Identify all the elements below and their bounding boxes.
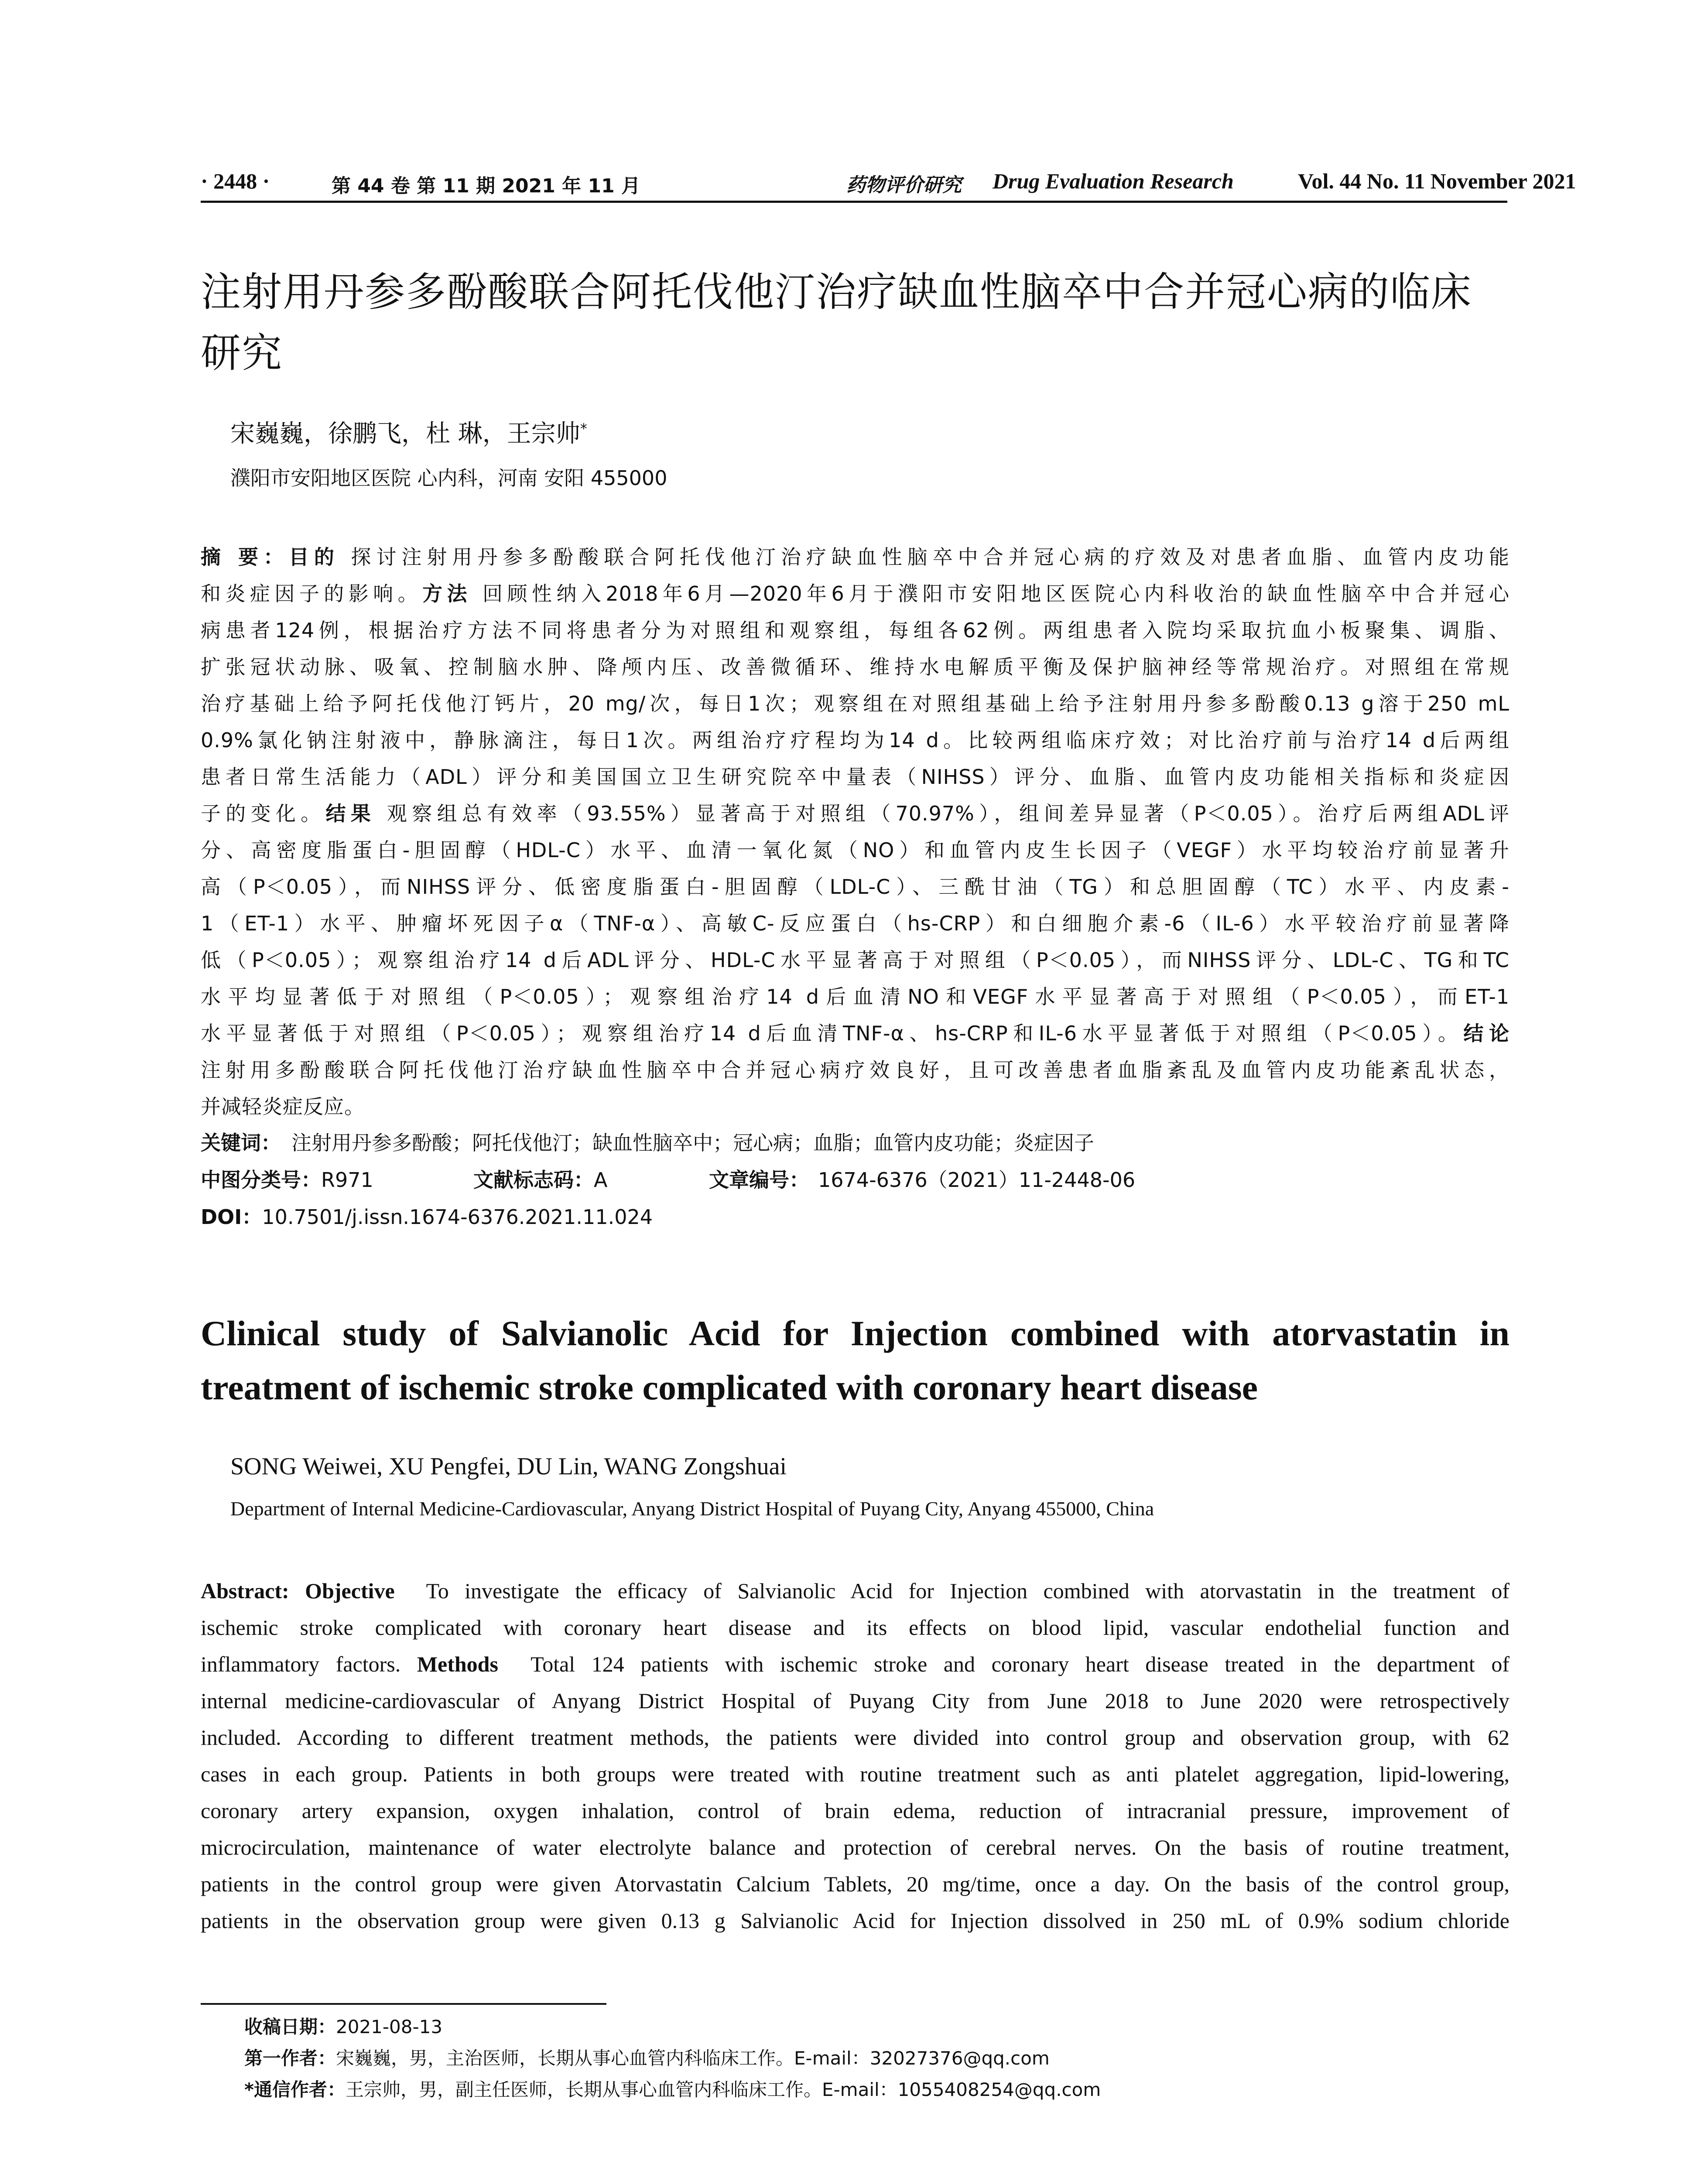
page-number: · 2448 ·	[201, 169, 270, 193]
abstract-cn-text: 观察组总有效率（93.55%）显著高于对照组（70.97%），组间差异显著（P＜0.05）。治疗后两组ADL评	[376, 802, 1509, 825]
abstract-en-line: microcirculation, maintenance of water electrolyte balance and protection of cerebral nerves. On the basis of routine treatment,	[201, 1835, 1509, 1860]
received-label: 收稿日期：	[244, 2016, 336, 2037]
running-header	[201, 166, 1576, 203]
abstract-cn-text: 探讨注射用丹参多酚酸联合阿托伐他汀治疗缺血性脑卒中合并冠心病的疗效及对患者血脂、血管内皮功能	[339, 545, 1509, 569]
abstract-en-line: patients in the observation group were given 0.13 g Salvianolic Acid for Injection dissolved in 250 mL of 0.9% sodium chloride	[201, 1908, 1509, 1933]
article-title-en-line-2: treatment of ischemic stroke complicated with coronary heart disease	[201, 1367, 1258, 1407]
abstract-cn-line: 水平均显著低于对照组（P＜0.05）；观察组治疗14 d后血清NO和VEGF水平显著高于对照组（P＜0.05），而ET-1	[201, 985, 1509, 1008]
clc-value: R971	[321, 1168, 373, 1192]
abstract-en-text: Total 124 patients with ischemic stroke and coronary heart disease treated in the department of	[531, 1652, 1509, 1676]
article-title-en-line-1: Clinical study of Salvianolic Acid for Injection combined with atorvastatin in	[201, 1313, 1509, 1353]
abstract-cn-line: 患者日常生活能力（ADL）评分和美国国立卫生研究院卒中量表（NIHSS）评分、血脂、血管内皮功能相关指标和炎症因	[201, 765, 1509, 789]
abstract-en-text: inflammatory factors.	[201, 1652, 401, 1676]
abstract-en-line	[201, 1646, 1509, 1682]
footnote-corresponding	[244, 2075, 1101, 2105]
abstract-en-line: cases in each group. Patients in both groups were treated with routine treatment such as anti platelet aggregation, lipid-lowering,	[201, 1762, 1509, 1786]
abstract-cn-label: 摘 要：	[201, 545, 289, 569]
abstract-cn-line: 注射用多酚酸联合阿托伐他汀治疗缺血性脑卒中合并冠心病疗效良好，且可改善患者血脂紊乱及血管内皮功能紊乱状态，	[201, 1058, 1509, 1082]
article-title-cn	[201, 262, 1509, 384]
abstract-cn-line: 高（P＜0.05），而NIHSS评分、低密度脂蛋白-胆固醇（LDL-C）、三酰甘油（TG）和总胆固醇（TC）水平、内皮素-	[201, 875, 1509, 899]
first-author-label: 第一作者：	[244, 2048, 336, 2069]
received-date: 2021-08-13	[336, 2016, 443, 2037]
abstract-cn-text: 水平显著低于对照组（P＜0.05）；观察组治疗14 d后血清TNF-α、hs-CRP和IL-6水平显著低于对照组（P＜0.05）。	[201, 1022, 1464, 1045]
abstract-cn-line: 低（P＜0.05）；观察组治疗14 d后ADL评分、HDL-C水平显著高于对照组（P＜0.05），而NIHSS评分、LDL-C、TG和TC	[201, 948, 1509, 972]
doc-code-value: A	[594, 1168, 608, 1192]
keywords-cn	[201, 1125, 1094, 1160]
doi-label: DOI：	[201, 1205, 262, 1229]
abstract-en-line: included. According to different treatment methods, the patients were divided into control group and observation group, with 62	[201, 1725, 1509, 1750]
keywords-cn-text: 注射用丹参多酚酸；阿托伐他汀；缺血性脑卒中；冠心病；血脂；血管内皮功能；炎症因子	[291, 1131, 1094, 1155]
abstract-cn-line	[201, 1015, 1509, 1052]
doc-code	[473, 1162, 607, 1197]
abstract-en-line: ischemic stroke complicated with coronary heart disease and its effects on blood lipid, vascular endothelial function and	[201, 1615, 1509, 1640]
article-no-label: 文章编号：	[709, 1168, 809, 1192]
classification-line	[201, 1162, 373, 1197]
doc-code-label: 文献标志码：	[473, 1168, 594, 1192]
title-cn-line-2: 研究	[201, 330, 283, 376]
authors-cn	[230, 414, 587, 449]
abstract-cn-line: 扩张冠状动脉、吸氧、控制脑水肿、降颅内压、改善微循环、维持水电解质平衡及保护脑神经等常规治疗。对照组在常规	[201, 655, 1509, 679]
doi-line	[201, 1200, 653, 1234]
corresponding-mark: *	[580, 420, 587, 437]
first-author-info: 宋巍巍，男，主治医师，长期从事心血管内科临床工作。E-mail：32027376@qq.com	[336, 2048, 1050, 2069]
keywords-cn-label: 关键词：	[201, 1131, 281, 1155]
title-cn-line-1: 注射用丹参多酚酸联合阿托伐他汀治疗缺血性脑卒中合并冠心病的临床	[201, 269, 1472, 315]
article-number	[709, 1162, 1135, 1197]
abstract-cn-line: 治疗基础上给予阿托伐他汀钙片，20 mg/次，每日1次；观察组在对照组基础上给予注射用丹参多酚酸0.13 g溶于250 mL	[201, 692, 1509, 715]
objective-en-label: Objective	[305, 1579, 395, 1603]
results-cn-label: 结果	[325, 802, 376, 825]
abstract-en-line	[201, 1573, 1509, 1609]
volume-issue-cn: 第 44 卷 第 11 期 2021 年 11 月	[332, 175, 641, 197]
doi-value: 10.7501/j.issn.1674-6376.2021.11.024	[262, 1205, 653, 1229]
abstract-cn-text: 和炎症因子的影响。	[201, 582, 423, 605]
abstract-en-text: To investigate the efficacy of Salvianolic Acid for Injection combined with atorvastatin in the treatment of	[426, 1579, 1509, 1603]
methods-cn-label: 方法	[422, 582, 472, 605]
abstract-cn-line: 0.9%氯化钠注射液中，静脉滴注，每日1次。两组治疗疗程均为14 d。比较两组临床疗效；对比治疗前与治疗14 d后两组	[201, 728, 1509, 752]
abstract-cn-line	[201, 539, 1509, 575]
abstract-cn-line: 分、高密度脂蛋白-胆固醇（HDL-C）水平、血清一氧化氮（NO）和血管内皮生长因子（VEGF）水平均较治疗前显著升	[201, 838, 1509, 862]
journal-name-en: Drug Evaluation Research	[993, 169, 1234, 193]
abstract-cn-line: 并减轻炎症反应。	[201, 1095, 365, 1118]
methods-en-label: Methods	[417, 1652, 498, 1676]
article-no-value: 1674-6376（2021）11-2448-06	[818, 1168, 1136, 1192]
abstract-cn-line: 1（ET-1）水平、肿瘤坏死因子α（TNF-α）、高敏C-反应蛋白（hs-CRP）和白细胞介素-6（IL-6）水平较治疗前显著降	[201, 912, 1509, 935]
abstract-en-line: patients in the control group were given Atorvastatin Calcium Tablets, 20 mg/time, once a day. On the basis of the control group,	[201, 1872, 1509, 1896]
abstract-cn-text: 子的变化。	[201, 802, 326, 825]
footnote-first-author	[244, 2043, 1050, 2074]
affiliation-en: Department of Internal Medicine-Cardiovascular, Anyang District Hospital of Puyang City, Anyang 455000, China	[230, 1497, 1154, 1520]
authors-cn-text: 宋巍巍，徐鹏飞，杜 琳，王宗帅	[230, 420, 580, 448]
abstract-cn-line: 病患者124例，根据治疗方法不同将患者分为对照组和观察组，每组各62例。两组患者入院均采取抗血小板聚集、调脂、	[201, 619, 1509, 642]
corresponding-info: 王宗帅，男，副主任医师，长期从事心血管内科临床工作。E-mail：1055408254@qq.com	[345, 2079, 1101, 2100]
abstract-cn-line	[201, 795, 1509, 832]
abstract-cn-line	[201, 575, 1509, 612]
footnote-received	[244, 2012, 442, 2042]
conclusion-cn-label: 结论	[1463, 1022, 1509, 1045]
abstract-cn-text: 回顾性纳入2018年6月—2020年6月于濮阳市安阳地区医院心内科收治的缺血性脑卒中合并冠心	[472, 582, 1509, 605]
objective-cn-label: 目的	[288, 545, 339, 569]
corresponding-label: *通信作者：	[244, 2079, 346, 2100]
volume-issue-en: Vol. 44 No. 11 November 2021	[1298, 169, 1576, 193]
journal-logo-cn: 药物评价研究	[846, 174, 962, 196]
authors-en: SONG Weiwei, XU Pengfei, DU Lin, WANG Zongshuai	[230, 1453, 787, 1480]
abstract-en-line: coronary artery expansion, oxygen inhalation, control of brain edema, reduction of intracranial pressure, improvement of	[201, 1798, 1509, 1823]
abstract-en-label: Abstract:	[201, 1579, 289, 1603]
clc-label: 中图分类号：	[201, 1168, 321, 1192]
affiliation-cn: 濮阳市安阳地区医院 心内科，河南 安阳 455000	[230, 466, 667, 490]
abstract-en-line: internal medicine-cardiovascular of Anyang District Hospital of Puyang City from June 2018 to June 2020 were retrospectively	[201, 1689, 1509, 1713]
footnote-divider	[201, 2003, 606, 2005]
